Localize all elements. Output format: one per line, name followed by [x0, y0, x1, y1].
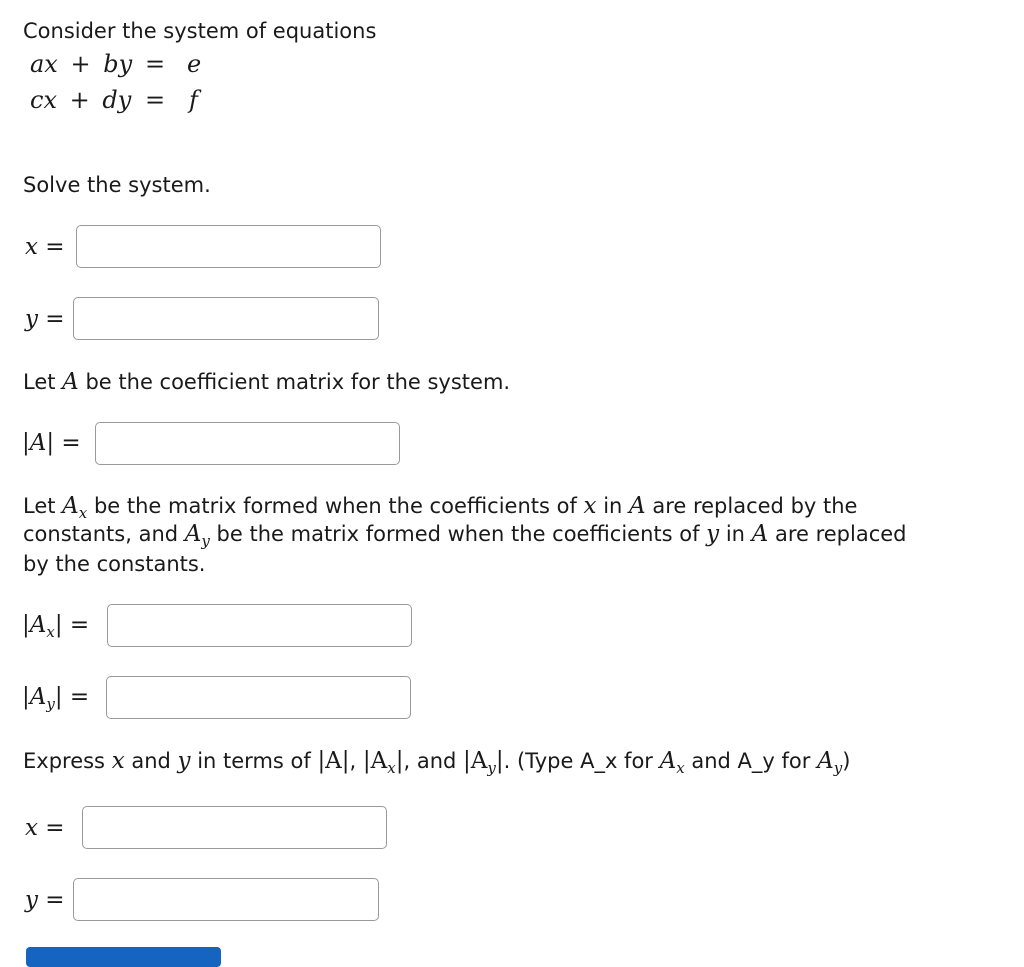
- replacement-text-line-2: constants, and $A_y$ be the matrix formed when the coefficients of y in A are replaced: [23, 521, 907, 550]
- eq1-term2: by: [103, 50, 133, 78]
- detA-label: |A| =: [22, 430, 81, 456]
- x-answer-input-1[interactable]: [76, 225, 381, 268]
- eq2-term2: dy: [102, 86, 132, 114]
- eq1-equals: =: [145, 50, 166, 78]
- y-label-2: y =: [25, 887, 65, 913]
- x-answer-input-2[interactable]: [82, 806, 387, 849]
- y-answer-input-2[interactable]: [73, 878, 379, 921]
- submit-button[interactable]: [26, 947, 221, 967]
- eq2-term1: cx: [30, 86, 57, 114]
- detAx-input[interactable]: [107, 604, 412, 647]
- intro-text: Consider the system of equations: [23, 19, 377, 43]
- eq2-equals: =: [145, 86, 166, 114]
- replacement-text-line-1: Let $A_x$ be the matrix formed when the coefficients of x in A are replaced by the: [23, 493, 858, 522]
- y-answer-input-1[interactable]: [73, 297, 379, 340]
- eq1-rhs: e: [187, 50, 202, 78]
- y-label-1: y =: [25, 306, 65, 332]
- detAx-label: $|A_x|$ =: [22, 612, 90, 641]
- equation-2: [30, 85, 131, 115]
- replacement-text-line-3: by the constants.: [23, 552, 206, 576]
- detA-input[interactable]: [95, 422, 400, 465]
- express-instructions: Express x and y in terms of |A|, $|A_x|$, and $|A_y|$. (Type A_x for $A_x$ and A_y for $A_y$): [23, 748, 851, 777]
- eq1-term1: ax: [30, 50, 58, 78]
- equation-1: [30, 49, 132, 79]
- eq2-plus: +: [69, 86, 90, 114]
- x-label-1: x =: [25, 234, 65, 260]
- detAy-label: $|A_y|$ =: [22, 684, 90, 713]
- coefficient-matrix-text: Let A be the coefficient matrix for the system.: [23, 369, 511, 395]
- detAy-input[interactable]: [106, 676, 411, 719]
- solve-prompt: Solve the system.: [23, 173, 211, 197]
- eq2-rhs: f: [189, 86, 198, 114]
- x-label-2: x =: [25, 815, 65, 841]
- eq1-plus: +: [70, 50, 91, 78]
